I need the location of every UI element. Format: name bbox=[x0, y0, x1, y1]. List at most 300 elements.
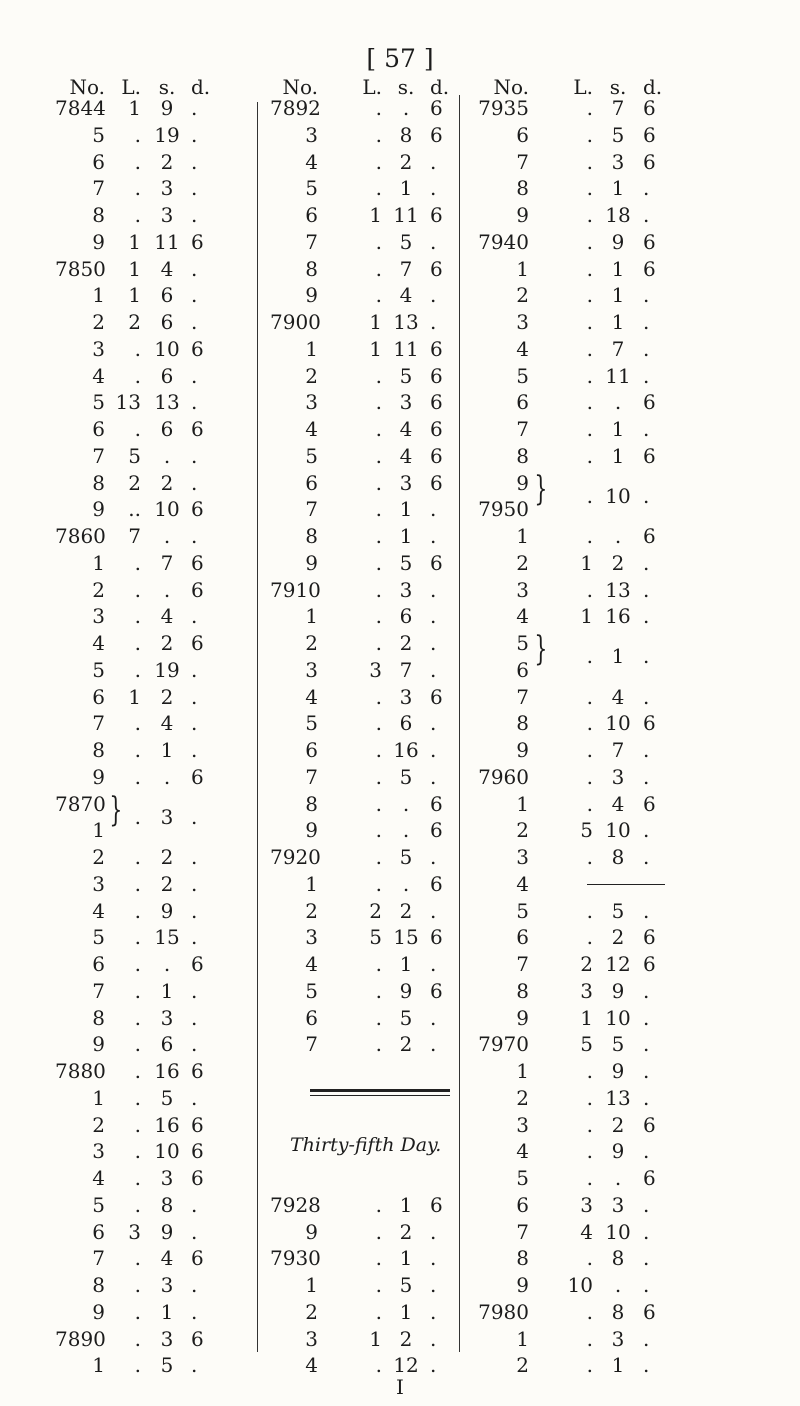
pounds-value: . bbox=[134, 1273, 141, 1297]
shillings-value: 7 bbox=[611, 96, 625, 120]
entry-number: 7960 bbox=[478, 764, 529, 789]
entry-number: 2 bbox=[305, 631, 318, 655]
shillings-value: 11 bbox=[154, 229, 180, 254]
pounds-value: 1 bbox=[369, 336, 382, 361]
entry-number: 9 bbox=[92, 1299, 105, 1324]
entry-number: 5 bbox=[305, 443, 318, 468]
pence-value: . bbox=[191, 524, 198, 548]
pounds-value: . bbox=[586, 845, 593, 869]
pence-value: 6 bbox=[191, 1059, 204, 1083]
shillings-value: 15 bbox=[154, 925, 180, 950]
pence-value: . bbox=[643, 1273, 650, 1297]
shillings-value: 13 bbox=[605, 577, 631, 602]
pounds-value: . bbox=[586, 1326, 593, 1351]
entry-number: 9 bbox=[305, 818, 318, 843]
pounds-value: . bbox=[134, 1139, 141, 1164]
pounds-value: . bbox=[375, 1192, 382, 1217]
shillings-value: 2 bbox=[160, 684, 174, 709]
shillings-value: 10 bbox=[154, 497, 180, 522]
entry-number: 2 bbox=[92, 577, 105, 602]
entry-number: 9 bbox=[92, 497, 105, 522]
shillings-value: 6 bbox=[160, 1032, 174, 1057]
pence-value: . bbox=[191, 978, 198, 1003]
pounds-value: . bbox=[375, 1273, 382, 1297]
pence-value: 6 bbox=[191, 577, 204, 602]
pounds-value: . bbox=[586, 925, 593, 950]
shillings-value: 5 bbox=[399, 363, 413, 388]
entry-number: 6 bbox=[516, 657, 529, 682]
signature-mark: I bbox=[396, 1375, 404, 1399]
pounds-value: . bbox=[134, 176, 141, 201]
shillings-value: 2 bbox=[160, 631, 174, 655]
pence-value: . bbox=[430, 845, 437, 869]
shillings-value: 4 bbox=[611, 791, 625, 816]
pounds-value: 5 bbox=[128, 443, 141, 468]
entry-number: 8 bbox=[305, 791, 318, 816]
entry-number: 2 bbox=[305, 1299, 318, 1324]
shillings-value: 10 bbox=[605, 1219, 631, 1244]
pounds-value: . bbox=[134, 1326, 141, 1351]
shillings-value: . bbox=[163, 952, 171, 976]
pence-value: . bbox=[643, 1326, 650, 1351]
shillings-value: 4 bbox=[611, 684, 625, 709]
pounds-value: . bbox=[586, 96, 593, 120]
entry-number: 9 bbox=[516, 470, 529, 495]
shillings-value: 3 bbox=[399, 684, 413, 709]
shillings-value: . bbox=[163, 764, 171, 789]
shillings-value: 2 bbox=[399, 898, 413, 923]
pounds-value: . bbox=[586, 336, 593, 361]
pounds-value: . bbox=[375, 684, 382, 709]
entry-number: 4 bbox=[305, 417, 318, 441]
pence-value: 6 bbox=[643, 149, 656, 174]
entry-number: 2 bbox=[305, 898, 318, 923]
pence-value: . bbox=[643, 483, 650, 508]
pence-value: . bbox=[643, 363, 650, 388]
shillings-value: 1 bbox=[611, 256, 625, 281]
pence-value: . bbox=[430, 1273, 437, 1297]
pence-value: . bbox=[643, 764, 650, 789]
entry-number: 9 bbox=[305, 550, 318, 575]
entry-number: 3 bbox=[92, 336, 105, 361]
pence-value: . bbox=[191, 256, 198, 281]
entry-number: 7935 bbox=[478, 96, 529, 120]
pence-value: . bbox=[643, 845, 650, 869]
shillings-value: . bbox=[402, 871, 410, 896]
pounds-value: . bbox=[134, 604, 141, 629]
pounds-value: . bbox=[134, 336, 141, 361]
pounds-value: . bbox=[375, 149, 382, 174]
pounds-value: 5 bbox=[580, 1032, 593, 1057]
shillings-value: 5 bbox=[399, 550, 413, 575]
pounds-value: . bbox=[586, 524, 593, 548]
pence-value: 6 bbox=[643, 1112, 656, 1137]
pence-value: . bbox=[430, 176, 437, 201]
pence-value: . bbox=[430, 952, 437, 976]
pence-value: . bbox=[191, 443, 198, 468]
pounds-value: 1 bbox=[580, 1005, 593, 1030]
shillings-value: 6 bbox=[160, 363, 174, 388]
shillings-value: 6 bbox=[399, 711, 413, 736]
pounds-value: 5 bbox=[580, 818, 593, 843]
entry-number: 2 bbox=[92, 845, 105, 869]
pounds-value: . bbox=[375, 1219, 382, 1244]
entry-number: 2 bbox=[516, 283, 529, 308]
pounds-value: . bbox=[375, 256, 382, 281]
entry-number: 6 bbox=[92, 952, 105, 976]
pounds-value: 1 bbox=[580, 604, 593, 629]
pence-value: . bbox=[430, 631, 437, 655]
entry-number: 9 bbox=[516, 203, 529, 227]
pence-value: 6 bbox=[430, 550, 443, 575]
pence-value: . bbox=[643, 283, 650, 308]
pounds-value: . bbox=[375, 845, 382, 869]
shillings-value: 8 bbox=[611, 1246, 625, 1271]
shillings-value: 3 bbox=[611, 149, 625, 174]
entry-number: 8 bbox=[516, 711, 529, 736]
entry-number: 7 bbox=[305, 1032, 318, 1057]
entry-number: 2 bbox=[92, 1112, 105, 1137]
pence-value: . bbox=[191, 684, 198, 709]
entry-number: 7980 bbox=[478, 1299, 529, 1324]
pence-value: 6 bbox=[430, 417, 443, 441]
pounds-value: 1 bbox=[580, 550, 593, 575]
entry-number: 1 bbox=[92, 1353, 105, 1378]
entry-number: 1 bbox=[516, 256, 529, 281]
pence-value: 6 bbox=[191, 952, 204, 976]
shillings-value: 12 bbox=[605, 952, 631, 976]
pence-value: . bbox=[643, 1085, 650, 1110]
entry-number: 7880 bbox=[55, 1059, 106, 1083]
pounds-value: . bbox=[586, 898, 593, 923]
shillings-value: 3 bbox=[399, 577, 413, 602]
shillings-value: 4 bbox=[399, 283, 413, 308]
pence-value: . bbox=[643, 417, 650, 441]
entry-number: 8 bbox=[305, 256, 318, 281]
entry-number: 5 bbox=[305, 978, 318, 1003]
entry-number: 7 bbox=[516, 684, 529, 709]
entry-number: 7 bbox=[516, 417, 529, 441]
shillings-value: 2 bbox=[160, 470, 174, 495]
pence-value: 6 bbox=[430, 871, 443, 896]
column-divider bbox=[459, 95, 460, 1352]
entry-number: 9 bbox=[305, 283, 318, 308]
entry-number: 9 bbox=[516, 738, 529, 762]
pounds-value: . bbox=[586, 176, 593, 201]
pence-value: 6 bbox=[430, 470, 443, 495]
shillings-value: 16 bbox=[393, 738, 419, 762]
shillings-value: 1 bbox=[399, 497, 413, 522]
shillings-value: 4 bbox=[160, 1246, 174, 1271]
pounds-value: . bbox=[375, 229, 382, 254]
shillings-value: 8 bbox=[611, 1299, 625, 1324]
pence-value: 6 bbox=[643, 1299, 656, 1324]
pounds-value: . bbox=[375, 978, 382, 1003]
shillings-value: 1 bbox=[160, 1299, 174, 1324]
shillings-value: 5 bbox=[160, 1085, 174, 1110]
shillings-value: 1 bbox=[611, 417, 625, 441]
pence-value: . bbox=[643, 684, 650, 709]
shillings-value: 1 bbox=[399, 524, 413, 548]
pounds-value: . bbox=[586, 443, 593, 468]
pence-value: . bbox=[643, 644, 650, 669]
entry-number: 1 bbox=[305, 1273, 318, 1297]
shillings-value: 13 bbox=[154, 390, 180, 415]
pounds-value: . bbox=[134, 925, 141, 950]
pounds-value: . bbox=[375, 631, 382, 655]
entry-number: 3 bbox=[305, 1326, 318, 1351]
shillings-value: 9 bbox=[611, 1059, 625, 1083]
entry-number: 7 bbox=[92, 176, 105, 201]
pounds-value: . bbox=[586, 229, 593, 254]
shillings-value: 3 bbox=[160, 203, 174, 227]
shillings-value: 10 bbox=[605, 711, 631, 736]
header-no: No. bbox=[493, 75, 529, 99]
entry-number: 1 bbox=[92, 550, 105, 575]
pence-value: 6 bbox=[643, 256, 656, 281]
pence-value: 6 bbox=[191, 336, 204, 361]
shillings-value: . bbox=[614, 1166, 622, 1190]
pence-value: 6 bbox=[430, 684, 443, 709]
pence-value: . bbox=[191, 711, 198, 736]
pence-value: . bbox=[430, 524, 437, 548]
pounds-value: . bbox=[375, 363, 382, 388]
pounds-value: 4 bbox=[580, 1219, 593, 1244]
shillings-value: 5 bbox=[611, 122, 625, 147]
shillings-value: 6 bbox=[160, 283, 174, 308]
pounds-value: 2 bbox=[128, 310, 141, 334]
entry-number: 8 bbox=[305, 524, 318, 548]
pounds-value: . bbox=[134, 898, 141, 923]
shillings-value: 4 bbox=[399, 443, 413, 468]
pence-value: . bbox=[191, 871, 198, 896]
pence-value: . bbox=[191, 1192, 198, 1217]
entry-number: 1 bbox=[516, 791, 529, 816]
entry-number: 1 bbox=[516, 524, 529, 548]
pounds-value: . bbox=[134, 764, 141, 789]
shillings-value: 19 bbox=[154, 657, 180, 682]
shillings-value: 1 bbox=[399, 1192, 413, 1217]
shillings-value: 3 bbox=[399, 390, 413, 415]
pence-value: . bbox=[430, 1326, 437, 1351]
header-no: No. bbox=[69, 75, 105, 99]
entry-number: 8 bbox=[92, 203, 105, 227]
entry-number: 3 bbox=[305, 122, 318, 147]
pounds-value: . bbox=[375, 283, 382, 308]
shillings-value: 4 bbox=[160, 256, 174, 281]
pounds-value: 1 bbox=[128, 283, 141, 308]
pounds-value: 7 bbox=[128, 524, 141, 548]
shillings-value: 7 bbox=[160, 550, 174, 575]
entry-number: 1 bbox=[516, 1059, 529, 1083]
entry-number: 7844 bbox=[55, 96, 106, 120]
pence-value: . bbox=[643, 577, 650, 602]
entry-number: 5 bbox=[516, 1166, 529, 1190]
pence-value: . bbox=[430, 1299, 437, 1324]
entry-number: 9 bbox=[92, 764, 105, 789]
pence-value: 6 bbox=[191, 497, 204, 522]
pence-value: . bbox=[191, 898, 198, 923]
pence-value: . bbox=[191, 122, 198, 147]
pounds-value: 3 bbox=[128, 1219, 141, 1244]
pounds-value: 3 bbox=[369, 657, 382, 682]
pounds-value: . bbox=[375, 711, 382, 736]
entry-number: 7940 bbox=[478, 229, 529, 254]
header-shillings: s. bbox=[158, 75, 176, 99]
pence-value: . bbox=[643, 818, 650, 843]
pounds-value: . bbox=[134, 871, 141, 896]
entry-number: 5 bbox=[92, 925, 105, 950]
pounds-value: . bbox=[586, 577, 593, 602]
entry-number: 6 bbox=[92, 684, 105, 709]
pence-value: 6 bbox=[430, 203, 443, 227]
entry-number: 7920 bbox=[270, 845, 321, 869]
column-divider bbox=[257, 102, 258, 1352]
entry-number: 6 bbox=[305, 738, 318, 762]
entry-number: 6 bbox=[516, 122, 529, 147]
pounds-value: 1 bbox=[369, 310, 382, 334]
shillings-value: . bbox=[163, 577, 171, 602]
pence-value: . bbox=[643, 1059, 650, 1083]
pounds-value: . bbox=[134, 203, 141, 227]
shillings-value: 16 bbox=[605, 604, 631, 629]
pounds-value: . bbox=[134, 1059, 141, 1083]
pounds-value: . bbox=[586, 483, 593, 508]
entry-number: 4 bbox=[305, 952, 318, 976]
entry-number: 7 bbox=[516, 952, 529, 976]
pounds-value: . bbox=[134, 363, 141, 388]
entry-number: 5 bbox=[92, 122, 105, 147]
pence-value: 6 bbox=[191, 764, 204, 789]
entry-number: 6 bbox=[92, 1219, 105, 1244]
entry-number: 7 bbox=[305, 764, 318, 789]
entry-number: 4 bbox=[305, 684, 318, 709]
pounds-value: . bbox=[375, 1353, 382, 1378]
pounds-value: . bbox=[134, 804, 141, 829]
entry-number: 6 bbox=[92, 149, 105, 174]
entry-number: 3 bbox=[92, 604, 105, 629]
entry-number: 5 bbox=[516, 898, 529, 923]
pounds-value: . bbox=[134, 1299, 141, 1324]
shillings-value: 3 bbox=[399, 470, 413, 495]
pence-value: 6 bbox=[430, 443, 443, 468]
pounds-value: . bbox=[134, 1085, 141, 1110]
entry-number: 4 bbox=[92, 631, 105, 655]
pence-value: 6 bbox=[430, 96, 443, 120]
pence-value: . bbox=[191, 149, 198, 174]
shillings-value: 5 bbox=[399, 229, 413, 254]
entry-number: 4 bbox=[516, 336, 529, 361]
entry-number: 3 bbox=[92, 871, 105, 896]
entry-number: 2 bbox=[516, 818, 529, 843]
entry-number: 8 bbox=[516, 443, 529, 468]
blank-entry-rule bbox=[587, 884, 665, 885]
pence-value: . bbox=[191, 470, 198, 495]
pence-value: 6 bbox=[643, 524, 656, 548]
pence-value: . bbox=[430, 711, 437, 736]
pounds-value: . bbox=[375, 577, 382, 602]
shillings-value: 8 bbox=[399, 122, 413, 147]
shillings-value: 15 bbox=[393, 925, 419, 950]
shillings-value: 7 bbox=[399, 256, 413, 281]
header-pence: d. bbox=[191, 75, 211, 99]
pence-value: . bbox=[191, 1299, 198, 1324]
pence-value: . bbox=[430, 577, 437, 602]
pounds-value: . bbox=[375, 738, 382, 762]
shillings-value: 1 bbox=[611, 176, 625, 201]
pounds-value: . bbox=[586, 417, 593, 441]
pounds-value: . bbox=[134, 711, 141, 736]
pounds-value: 1 bbox=[369, 1326, 382, 1351]
pounds-value: . bbox=[375, 524, 382, 548]
pounds-value: . bbox=[375, 176, 382, 201]
pounds-value: . bbox=[134, 1246, 141, 1271]
pounds-value: . bbox=[134, 952, 141, 976]
pounds-value: . bbox=[375, 1005, 382, 1030]
entry-number: 3 bbox=[516, 310, 529, 334]
pence-value: . bbox=[643, 176, 650, 201]
entry-number: 4 bbox=[516, 1139, 529, 1164]
shillings-value: 3 bbox=[611, 1192, 625, 1217]
header-pounds: L. bbox=[121, 75, 141, 99]
pence-value: . bbox=[430, 283, 437, 308]
shillings-value: 5 bbox=[399, 1005, 413, 1030]
pence-value: . bbox=[643, 1219, 650, 1244]
entry-number: 7870 bbox=[55, 791, 106, 816]
pounds-value: . bbox=[134, 577, 141, 602]
pounds-value: . bbox=[375, 818, 382, 843]
header-shillings: s. bbox=[397, 75, 415, 99]
pounds-value: . bbox=[134, 1192, 141, 1217]
entry-number: 7 bbox=[92, 711, 105, 736]
shillings-value: 4 bbox=[399, 417, 413, 441]
shillings-value: 2 bbox=[399, 149, 413, 174]
shillings-value: 3 bbox=[160, 1326, 174, 1351]
entry-number: 3 bbox=[92, 1139, 105, 1164]
pence-value: . bbox=[191, 310, 198, 334]
pence-value: 6 bbox=[643, 122, 656, 147]
pounds-value: 2 bbox=[369, 898, 382, 923]
pounds-value: 3 bbox=[580, 978, 593, 1003]
entry-number: 5 bbox=[92, 657, 105, 682]
pence-value: . bbox=[430, 764, 437, 789]
pounds-value: . bbox=[586, 711, 593, 736]
entry-number: 3 bbox=[516, 577, 529, 602]
pence-value: . bbox=[430, 497, 437, 522]
shillings-value: 3 bbox=[611, 1326, 625, 1351]
entry-number: 7 bbox=[516, 1219, 529, 1244]
pence-value: 6 bbox=[430, 791, 443, 816]
pounds-value: . bbox=[375, 443, 382, 468]
shillings-value: 10 bbox=[154, 1139, 180, 1164]
pence-value: 6 bbox=[643, 443, 656, 468]
pounds-value: 10 bbox=[567, 1273, 593, 1297]
entry-number: 5 bbox=[92, 390, 105, 415]
pounds-value: . bbox=[586, 1059, 593, 1083]
pence-value: . bbox=[643, 1246, 650, 1271]
pounds-value: . bbox=[375, 417, 382, 441]
entry-number: 5 bbox=[516, 631, 529, 655]
pounds-value: 13 bbox=[115, 390, 141, 415]
pence-value: . bbox=[430, 657, 437, 682]
shillings-value: 10 bbox=[605, 1005, 631, 1030]
pence-value: . bbox=[191, 1353, 198, 1378]
header-no: No. bbox=[282, 75, 318, 99]
pence-value: . bbox=[430, 604, 437, 629]
shillings-value: 2 bbox=[611, 925, 625, 950]
shillings-value: 5 bbox=[399, 764, 413, 789]
pounds-value: . bbox=[586, 1085, 593, 1110]
